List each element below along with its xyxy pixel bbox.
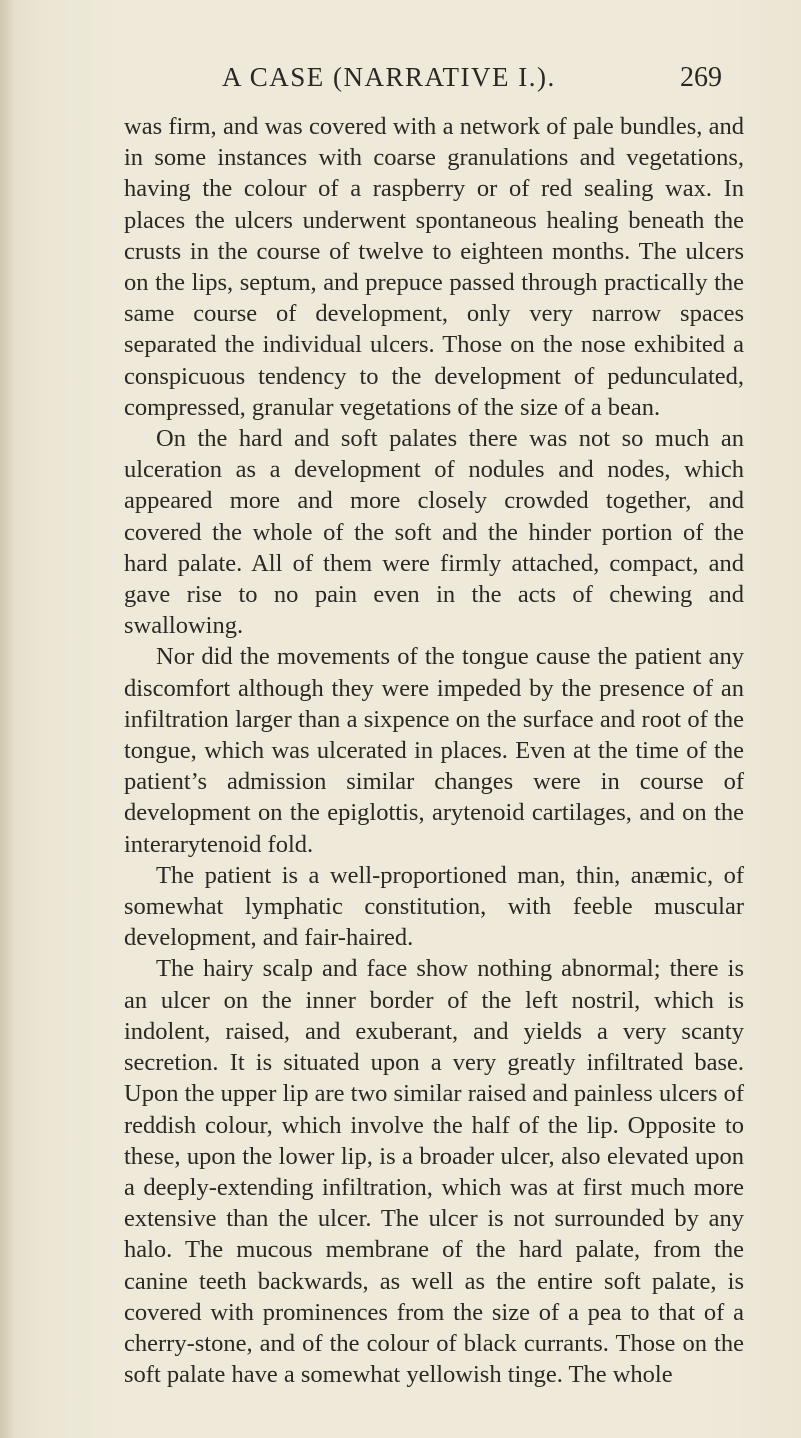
running-head: A CASE (NARRATIVE I.). bbox=[222, 62, 556, 92]
paragraph-patient-description: The patient is a well-proportioned man, thin, anæmic, of somewhat lymphatic constitution, with feeble muscular development, and fair-haired. bbox=[124, 861, 744, 952]
paragraph-tongue: Nor did the movements of the tongue cause the patient any discomfort although they were impeded by the presence of an infiltration larger than a sixpence on the surface and root of the tongue, which was ulcerated in places. Even at the time of the patient’s admission similar changes were in course of development on the epiglottis, arytenoid cartilages, and on the interarytenoid fold. bbox=[124, 643, 744, 858]
page-number: 269 bbox=[680, 62, 722, 93]
body-text bbox=[124, 111, 744, 1390]
paragraph-examination: The hairy scalp and face show nothing abnormal; there is an ulcer on the inner border of the left nostril, which is indolent, raised, and exuberant, and yields a very scanty secretion. It is situated upon a very greatly infiltrated base. Upon the upper lip are two similar raised and painless ulcers of reddish colour, which involve the half of the lip. Opposite to these, upon the lower lip, is a broader ulcer, also elevated upon a deeply-extending infiltration, which was at first much more extensive than the ulcer. The ulcer is not surrounded by any halo. The mucous membrane of the hard palate, from the canine teeth backwards, as well as the entire soft palate, is covered with prominences from the size of a pea to that of a cherry-stone, and of the colour of black currants. Those on the soft palate have a somewhat yellowish tinge. The whole bbox=[124, 955, 744, 1389]
page-header bbox=[0, 62, 801, 102]
paragraph-continuation: was firm, and was covered with a network of pale bundles, and in some instances with coarse granulations and vegetations, having the colour of a raspberry or of red sealing wax. In places the ulcers underwent spontaneous healing beneath the crusts in the course of twelve to eighteen months. The ulcers on the lips, septum, and prepuce passed through practically the same course of development, only very narrow spaces separated the individual ulcers. Those on the nose exhibited a conspicuous tendency to the development of pedunculated, compressed, granular vegetations of the size of a bean. bbox=[124, 113, 744, 421]
page-gutter-shadow bbox=[0, 0, 14, 1438]
paragraph-palates: On the hard and soft palates there was not so much an ulceration as a development of nodules and nodes, which appeared more and more closely crowded together, and covered the whole of the soft and the hinder portion of the hard palate. All of them were firmly attached, compact, and gave rise to no pain even in the acts of chewing and swallowing. bbox=[124, 425, 744, 640]
